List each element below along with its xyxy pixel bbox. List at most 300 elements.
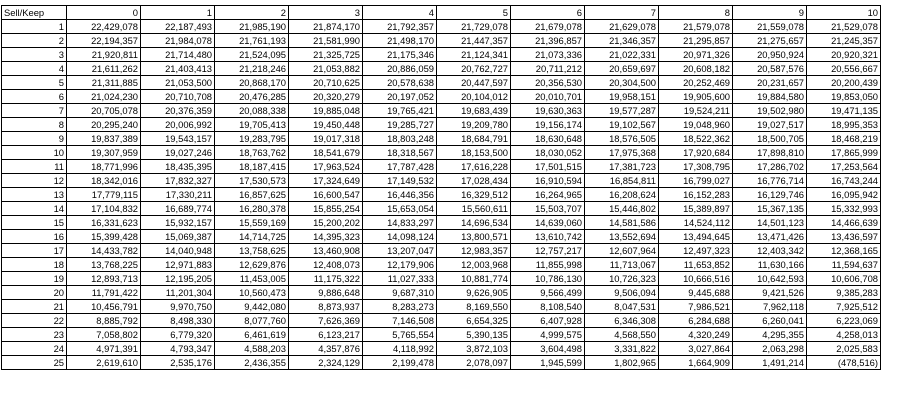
value-cell[interactable]: 10,456,791 (67, 300, 141, 314)
value-cell[interactable]: 17,963,524 (289, 160, 363, 174)
value-cell[interactable]: 5,765,554 (363, 328, 437, 342)
value-cell[interactable]: 19,027,517 (733, 118, 807, 132)
value-cell[interactable]: 2,199,478 (363, 356, 437, 370)
value-cell[interactable]: 21,761,193 (215, 34, 289, 48)
value-cell[interactable]: 17,330,211 (141, 188, 215, 202)
value-cell[interactable]: 15,446,802 (585, 202, 659, 216)
value-cell[interactable]: 21,396,857 (511, 34, 585, 48)
value-cell[interactable]: 2,063,298 (733, 342, 807, 356)
value-cell[interactable]: 14,098,124 (363, 230, 437, 244)
value-cell[interactable]: 13,494,645 (659, 230, 733, 244)
value-cell[interactable]: 15,200,202 (289, 216, 363, 230)
value-cell[interactable]: 20,476,285 (215, 90, 289, 104)
value-cell[interactable]: 21,024,230 (67, 90, 141, 104)
value-cell[interactable]: 17,286,702 (733, 160, 807, 174)
value-cell[interactable]: 1,491,214 (733, 356, 807, 370)
value-cell[interactable]: 4,588,203 (215, 342, 289, 356)
value-cell[interactable]: 15,503,707 (511, 202, 585, 216)
value-cell[interactable]: 10,560,473 (215, 286, 289, 300)
value-cell[interactable]: 9,626,905 (437, 286, 511, 300)
value-cell[interactable]: 6,123,217 (289, 328, 363, 342)
value-cell[interactable]: 10,726,323 (585, 272, 659, 286)
value-cell[interactable]: 20,556,667 (807, 62, 881, 76)
value-cell[interactable]: 6,260,041 (733, 314, 807, 328)
value-cell[interactable]: 16,857,625 (215, 188, 289, 202)
value-cell[interactable]: 11,201,304 (141, 286, 215, 300)
value-cell[interactable]: 17,381,723 (585, 160, 659, 174)
value-cell[interactable]: 6,654,325 (437, 314, 511, 328)
value-cell[interactable]: 21,447,357 (437, 34, 511, 48)
value-cell[interactable]: 19,048,960 (659, 118, 733, 132)
value-cell[interactable]: 12,983,357 (437, 244, 511, 258)
value-cell[interactable]: 14,433,782 (67, 244, 141, 258)
column-header-cell[interactable]: 4 (363, 6, 437, 20)
value-cell[interactable]: 16,743,244 (807, 174, 881, 188)
value-cell[interactable]: 18,435,395 (141, 160, 215, 174)
value-cell[interactable]: 20,920,321 (807, 48, 881, 62)
value-cell[interactable]: 19,450,448 (289, 118, 363, 132)
value-cell[interactable]: 20,356,530 (511, 76, 585, 90)
value-cell[interactable]: 12,403,342 (733, 244, 807, 258)
column-header-cell[interactable]: 0 (67, 6, 141, 20)
value-cell[interactable]: 7,146,508 (363, 314, 437, 328)
value-cell[interactable]: 10,881,774 (437, 272, 511, 286)
value-cell[interactable]: 14,696,534 (437, 216, 511, 230)
value-cell[interactable]: 21,874,170 (289, 20, 363, 34)
value-cell[interactable]: 4,118,992 (363, 342, 437, 356)
row-label-cell[interactable]: 4 (2, 62, 67, 76)
value-cell[interactable]: 10,666,516 (659, 272, 733, 286)
value-cell[interactable]: 19,543,157 (141, 132, 215, 146)
value-cell[interactable]: 9,385,283 (807, 286, 881, 300)
value-cell[interactable]: 13,436,597 (807, 230, 881, 244)
value-cell[interactable]: 14,501,123 (733, 216, 807, 230)
value-cell[interactable]: 20,710,708 (141, 90, 215, 104)
row-label-cell[interactable]: 21 (2, 300, 67, 314)
value-cell[interactable]: 19,524,211 (659, 104, 733, 118)
value-cell[interactable]: 21,581,990 (289, 34, 363, 48)
value-cell[interactable]: 15,560,611 (437, 202, 511, 216)
value-cell[interactable]: 18,995,353 (807, 118, 881, 132)
value-cell[interactable]: 19,577,287 (585, 104, 659, 118)
value-cell[interactable]: 20,104,012 (437, 90, 511, 104)
value-cell[interactable]: 19,705,413 (215, 118, 289, 132)
value-cell[interactable]: 4,971,391 (67, 342, 141, 356)
value-cell[interactable]: 20,659,697 (585, 62, 659, 76)
value-cell[interactable]: 4,320,249 (659, 328, 733, 342)
value-cell[interactable]: 4,568,550 (585, 328, 659, 342)
value-cell[interactable]: 9,886,648 (289, 286, 363, 300)
value-cell[interactable]: 18,803,248 (363, 132, 437, 146)
value-cell[interactable]: 17,616,228 (437, 160, 511, 174)
value-cell[interactable]: 11,791,422 (67, 286, 141, 300)
value-cell[interactable]: 3,027,864 (659, 342, 733, 356)
value-cell[interactable]: 21,714,480 (141, 48, 215, 62)
value-cell[interactable]: 21,524,095 (215, 48, 289, 62)
value-cell[interactable]: 13,800,571 (437, 230, 511, 244)
value-cell[interactable]: 21,022,331 (585, 48, 659, 62)
value-cell[interactable]: 9,970,750 (141, 300, 215, 314)
value-cell[interactable]: 21,311,885 (67, 76, 141, 90)
value-cell[interactable]: 11,855,998 (511, 258, 585, 272)
row-label-cell[interactable]: 18 (2, 258, 67, 272)
value-cell[interactable]: 16,689,774 (141, 202, 215, 216)
value-cell[interactable]: 12,179,906 (363, 258, 437, 272)
value-cell[interactable]: 14,833,297 (363, 216, 437, 230)
row-label-cell[interactable]: 25 (2, 356, 67, 370)
row-label-cell[interactable]: 17 (2, 244, 67, 258)
row-label-cell[interactable]: 7 (2, 104, 67, 118)
value-cell[interactable]: 18,630,648 (511, 132, 585, 146)
value-cell[interactable]: 21,073,336 (511, 48, 585, 62)
column-header-cell[interactable]: 6 (511, 6, 585, 20)
value-cell[interactable]: 14,639,060 (511, 216, 585, 230)
value-cell[interactable]: 12,757,217 (511, 244, 585, 258)
value-cell[interactable]: 19,630,363 (511, 104, 585, 118)
value-cell[interactable]: 10,606,708 (807, 272, 881, 286)
value-cell[interactable]: 21,792,357 (363, 20, 437, 34)
value-cell[interactable]: 12,003,968 (437, 258, 511, 272)
value-cell[interactable]: 21,498,170 (363, 34, 437, 48)
value-cell[interactable]: 18,030,052 (511, 146, 585, 160)
value-cell[interactable]: 8,077,760 (215, 314, 289, 328)
value-cell[interactable]: 20,295,240 (67, 118, 141, 132)
value-cell[interactable]: 21,325,725 (289, 48, 363, 62)
value-cell[interactable]: 20,705,078 (67, 104, 141, 118)
value-cell[interactable]: 20,608,182 (659, 62, 733, 76)
value-cell[interactable]: 17,920,684 (659, 146, 733, 160)
value-cell[interactable]: 14,714,725 (215, 230, 289, 244)
value-cell[interactable]: 17,975,368 (585, 146, 659, 160)
value-cell[interactable]: 21,984,078 (141, 34, 215, 48)
value-cell[interactable]: 4,793,347 (141, 342, 215, 356)
row-label-cell[interactable]: 5 (2, 76, 67, 90)
value-cell[interactable]: 16,129,746 (733, 188, 807, 202)
row-label-cell[interactable]: 8 (2, 118, 67, 132)
value-cell[interactable]: 11,713,067 (585, 258, 659, 272)
value-cell[interactable]: 19,017,318 (289, 132, 363, 146)
value-cell[interactable]: 11,594,637 (807, 258, 881, 272)
value-cell[interactable]: 17,865,999 (807, 146, 881, 160)
value-cell[interactable]: 20,710,625 (289, 76, 363, 90)
value-cell[interactable]: 18,153,500 (437, 146, 511, 160)
value-cell[interactable]: 18,187,415 (215, 160, 289, 174)
value-cell[interactable]: 3,604,498 (511, 342, 585, 356)
value-cell[interactable]: 19,471,135 (807, 104, 881, 118)
value-cell[interactable]: 2,025,583 (807, 342, 881, 356)
value-cell[interactable]: 12,368,165 (807, 244, 881, 258)
value-cell[interactable]: 21,295,857 (659, 34, 733, 48)
value-cell[interactable]: 8,283,273 (363, 300, 437, 314)
value-cell[interactable]: 18,763,762 (215, 146, 289, 160)
value-cell[interactable]: 21,729,078 (437, 20, 511, 34)
value-cell[interactable]: 22,429,078 (67, 20, 141, 34)
value-cell[interactable]: 8,169,550 (437, 300, 511, 314)
row-label-cell[interactable]: 16 (2, 230, 67, 244)
value-cell[interactable]: 20,010,701 (511, 90, 585, 104)
column-header-cell[interactable]: 1 (141, 6, 215, 20)
row-label-cell[interactable]: 2 (2, 34, 67, 48)
value-cell[interactable]: 10,786,130 (511, 272, 585, 286)
value-cell[interactable]: 4,999,575 (511, 328, 585, 342)
column-header-cell[interactable]: 2 (215, 6, 289, 20)
value-cell[interactable]: 16,329,512 (437, 188, 511, 202)
value-cell[interactable]: 21,275,657 (733, 34, 807, 48)
row-label-cell[interactable]: 1 (2, 20, 67, 34)
value-cell[interactable]: 18,541,679 (289, 146, 363, 160)
value-cell[interactable]: 19,884,580 (733, 90, 807, 104)
value-cell[interactable]: 21,053,500 (141, 76, 215, 90)
value-cell[interactable]: 7,925,512 (807, 300, 881, 314)
value-cell[interactable]: 6,407,928 (511, 314, 585, 328)
value-cell[interactable]: 4,295,355 (733, 328, 807, 342)
value-cell[interactable]: 19,905,600 (659, 90, 733, 104)
value-cell[interactable]: 11,630,166 (733, 258, 807, 272)
value-cell[interactable]: 20,200,439 (807, 76, 881, 90)
value-cell[interactable]: 12,195,205 (141, 272, 215, 286)
column-header-cell[interactable]: 8 (659, 6, 733, 20)
value-cell[interactable]: 13,768,225 (67, 258, 141, 272)
value-cell[interactable]: 20,971,326 (659, 48, 733, 62)
value-cell[interactable]: (478,516) (807, 356, 881, 370)
value-cell[interactable]: 22,187,493 (141, 20, 215, 34)
value-cell[interactable]: 22,194,357 (67, 34, 141, 48)
value-cell[interactable]: 17,253,564 (807, 160, 881, 174)
value-cell[interactable]: 7,626,369 (289, 314, 363, 328)
value-cell[interactable]: 20,447,597 (437, 76, 511, 90)
value-cell[interactable]: 20,088,338 (215, 104, 289, 118)
value-cell[interactable]: 16,446,356 (363, 188, 437, 202)
value-cell[interactable]: 19,285,727 (363, 118, 437, 132)
value-cell[interactable]: 18,771,996 (67, 160, 141, 174)
value-cell[interactable]: 18,576,505 (585, 132, 659, 146)
value-cell[interactable]: 15,559,169 (215, 216, 289, 230)
value-cell[interactable]: 19,765,421 (363, 104, 437, 118)
value-cell[interactable]: 15,389,897 (659, 202, 733, 216)
value-cell[interactable]: 14,040,948 (141, 244, 215, 258)
value-cell[interactable]: 18,468,219 (807, 132, 881, 146)
value-cell[interactable]: 19,837,389 (67, 132, 141, 146)
value-cell[interactable]: 12,629,876 (215, 258, 289, 272)
value-cell[interactable]: 21,629,078 (585, 20, 659, 34)
row-label-cell[interactable]: 9 (2, 132, 67, 146)
value-cell[interactable]: 20,587,576 (733, 62, 807, 76)
value-cell[interactable]: 18,318,567 (363, 146, 437, 160)
value-cell[interactable]: 4,357,876 (289, 342, 363, 356)
value-cell[interactable]: 19,853,050 (807, 90, 881, 104)
value-cell[interactable]: 16,799,027 (659, 174, 733, 188)
value-cell[interactable]: 20,304,500 (585, 76, 659, 90)
value-cell[interactable]: 21,053,882 (289, 62, 363, 76)
value-cell[interactable]: 19,027,246 (141, 146, 215, 160)
row-label-cell[interactable]: 13 (2, 188, 67, 202)
value-cell[interactable]: 21,124,341 (437, 48, 511, 62)
value-cell[interactable]: 20,320,279 (289, 90, 363, 104)
value-cell[interactable]: 15,367,135 (733, 202, 807, 216)
row-label-cell[interactable]: 6 (2, 90, 67, 104)
value-cell[interactable]: 21,920,811 (67, 48, 141, 62)
value-cell[interactable]: 2,078,097 (437, 356, 511, 370)
value-cell[interactable]: 20,762,727 (437, 62, 511, 76)
value-cell[interactable]: 21,985,190 (215, 20, 289, 34)
row-label-cell[interactable]: 12 (2, 174, 67, 188)
value-cell[interactable]: 7,962,118 (733, 300, 807, 314)
value-cell[interactable]: 15,069,387 (141, 230, 215, 244)
value-cell[interactable]: 10,642,593 (733, 272, 807, 286)
value-cell[interactable]: 14,581,586 (585, 216, 659, 230)
row-label-cell[interactable]: 23 (2, 328, 67, 342)
column-header-cell[interactable]: 5 (437, 6, 511, 20)
value-cell[interactable]: 13,207,047 (363, 244, 437, 258)
value-cell[interactable]: 19,885,048 (289, 104, 363, 118)
row-label-cell[interactable]: 24 (2, 342, 67, 356)
value-cell[interactable]: 16,331,623 (67, 216, 141, 230)
value-cell[interactable]: 16,600,547 (289, 188, 363, 202)
value-cell[interactable]: 7,058,802 (67, 328, 141, 342)
value-cell[interactable]: 4,258,013 (807, 328, 881, 342)
value-cell[interactable]: 3,872,103 (437, 342, 511, 356)
value-cell[interactable]: 16,208,624 (585, 188, 659, 202)
value-cell[interactable]: 12,607,964 (585, 244, 659, 258)
value-cell[interactable]: 19,209,780 (437, 118, 511, 132)
value-cell[interactable]: 21,579,078 (659, 20, 733, 34)
value-cell[interactable]: 17,787,428 (363, 160, 437, 174)
value-cell[interactable]: 16,910,594 (511, 174, 585, 188)
value-cell[interactable]: 17,104,832 (67, 202, 141, 216)
value-cell[interactable]: 21,346,357 (585, 34, 659, 48)
value-cell[interactable]: 11,027,333 (363, 272, 437, 286)
value-cell[interactable]: 13,460,908 (289, 244, 363, 258)
value-cell[interactable]: 21,245,357 (807, 34, 881, 48)
value-cell[interactable]: 9,506,094 (585, 286, 659, 300)
value-cell[interactable]: 18,684,791 (437, 132, 511, 146)
value-cell[interactable]: 20,886,059 (363, 62, 437, 76)
row-label-cell[interactable]: 11 (2, 160, 67, 174)
value-cell[interactable]: 6,223,069 (807, 314, 881, 328)
value-cell[interactable]: 17,308,795 (659, 160, 733, 174)
value-cell[interactable]: 16,095,942 (807, 188, 881, 202)
value-cell[interactable]: 16,776,714 (733, 174, 807, 188)
value-cell[interactable]: 13,610,742 (511, 230, 585, 244)
value-cell[interactable]: 2,324,129 (289, 356, 363, 370)
value-cell[interactable]: 14,466,639 (807, 216, 881, 230)
column-header-cell[interactable]: 3 (289, 6, 363, 20)
value-cell[interactable]: 1,664,909 (659, 356, 733, 370)
value-cell[interactable]: 12,893,713 (67, 272, 141, 286)
value-cell[interactable]: 14,524,112 (659, 216, 733, 230)
value-cell[interactable]: 19,307,959 (67, 146, 141, 160)
value-cell[interactable]: 6,284,688 (659, 314, 733, 328)
value-cell[interactable]: 2,619,610 (67, 356, 141, 370)
value-cell[interactable]: 20,950,924 (733, 48, 807, 62)
value-cell[interactable]: 19,958,151 (585, 90, 659, 104)
value-cell[interactable]: 2,436,355 (215, 356, 289, 370)
value-cell[interactable]: 19,683,439 (437, 104, 511, 118)
value-cell[interactable]: 2,535,176 (141, 356, 215, 370)
value-cell[interactable]: 8,108,540 (511, 300, 585, 314)
value-cell[interactable]: 13,471,426 (733, 230, 807, 244)
value-cell[interactable]: 15,855,254 (289, 202, 363, 216)
value-cell[interactable]: 19,502,980 (733, 104, 807, 118)
value-cell[interactable]: 20,252,469 (659, 76, 733, 90)
value-cell[interactable]: 19,102,567 (585, 118, 659, 132)
value-cell[interactable]: 8,498,330 (141, 314, 215, 328)
value-cell[interactable]: 18,500,705 (733, 132, 807, 146)
value-cell[interactable]: 1,802,965 (585, 356, 659, 370)
value-cell[interactable]: 13,552,694 (585, 230, 659, 244)
value-cell[interactable]: 8,873,937 (289, 300, 363, 314)
value-cell[interactable]: 7,986,521 (659, 300, 733, 314)
value-cell[interactable]: 9,687,310 (363, 286, 437, 300)
value-cell[interactable]: 18,522,362 (659, 132, 733, 146)
value-cell[interactable]: 16,854,811 (585, 174, 659, 188)
value-cell[interactable]: 20,711,212 (511, 62, 585, 76)
value-cell[interactable]: 11,653,852 (659, 258, 733, 272)
value-cell[interactable]: 6,461,619 (215, 328, 289, 342)
value-cell[interactable]: 12,497,323 (659, 244, 733, 258)
row-label-cell[interactable]: 20 (2, 286, 67, 300)
value-cell[interactable]: 17,149,532 (363, 174, 437, 188)
value-cell[interactable]: 21,403,413 (141, 62, 215, 76)
value-cell[interactable]: 9,566,499 (511, 286, 585, 300)
value-cell[interactable]: 16,280,378 (215, 202, 289, 216)
value-cell[interactable]: 12,408,073 (289, 258, 363, 272)
value-cell[interactable]: 11,453,005 (215, 272, 289, 286)
value-cell[interactable]: 19,156,174 (511, 118, 585, 132)
row-label-cell[interactable]: 22 (2, 314, 67, 328)
column-header-cell[interactable]: 10 (807, 6, 881, 20)
corner-header-cell[interactable]: Sell/Keep (2, 6, 67, 20)
value-cell[interactable]: 1,945,599 (511, 356, 585, 370)
value-cell[interactable]: 17,028,434 (437, 174, 511, 188)
value-cell[interactable]: 8,047,531 (585, 300, 659, 314)
value-cell[interactable]: 6,779,320 (141, 328, 215, 342)
value-cell[interactable]: 15,932,157 (141, 216, 215, 230)
value-cell[interactable]: 21,679,078 (511, 20, 585, 34)
value-cell[interactable]: 16,152,283 (659, 188, 733, 202)
value-cell[interactable]: 20,376,359 (141, 104, 215, 118)
row-label-cell[interactable]: 3 (2, 48, 67, 62)
value-cell[interactable]: 16,264,965 (511, 188, 585, 202)
value-cell[interactable]: 14,395,323 (289, 230, 363, 244)
value-cell[interactable]: 20,006,992 (141, 118, 215, 132)
value-cell[interactable]: 18,342,016 (67, 174, 141, 188)
column-header-cell[interactable]: 7 (585, 6, 659, 20)
value-cell[interactable]: 20,868,170 (215, 76, 289, 90)
row-label-cell[interactable]: 10 (2, 146, 67, 160)
value-cell[interactable]: 20,231,657 (733, 76, 807, 90)
value-cell[interactable]: 21,175,346 (363, 48, 437, 62)
value-cell[interactable]: 15,332,993 (807, 202, 881, 216)
row-label-cell[interactable]: 14 (2, 202, 67, 216)
value-cell[interactable]: 20,197,052 (363, 90, 437, 104)
value-cell[interactable]: 21,218,246 (215, 62, 289, 76)
value-cell[interactable]: 17,530,573 (215, 174, 289, 188)
value-cell[interactable]: 9,445,688 (659, 286, 733, 300)
value-cell[interactable]: 15,653,054 (363, 202, 437, 216)
value-cell[interactable]: 12,971,883 (141, 258, 215, 272)
column-header-cell[interactable]: 9 (733, 6, 807, 20)
value-cell[interactable]: 21,529,078 (807, 20, 881, 34)
value-cell[interactable]: 17,501,515 (511, 160, 585, 174)
value-cell[interactable]: 5,390,135 (437, 328, 511, 342)
value-cell[interactable]: 13,758,625 (215, 244, 289, 258)
value-cell[interactable]: 17,324,649 (289, 174, 363, 188)
row-label-cell[interactable]: 15 (2, 216, 67, 230)
value-cell[interactable]: 8,885,792 (67, 314, 141, 328)
value-cell[interactable]: 6,346,308 (585, 314, 659, 328)
value-cell[interactable]: 15,399,428 (67, 230, 141, 244)
